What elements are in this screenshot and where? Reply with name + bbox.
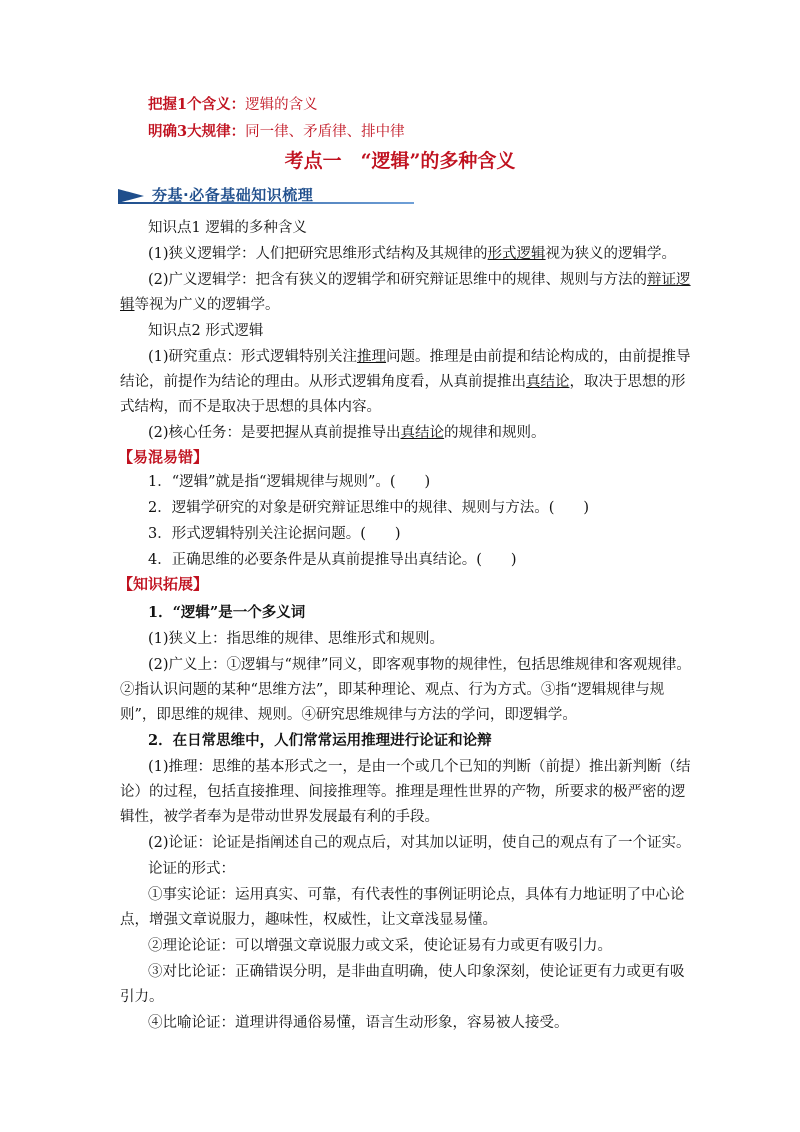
k1-p1-underline: 形式逻辑 — [487, 246, 546, 262]
intro-value-1: 逻辑的含义 — [245, 97, 318, 113]
ext-line-7: 辑性，被学者奉为是带动世界发展最有利的手段。 — [120, 809, 439, 825]
k1-p2-text-a: (2)广义逻辑学：把含有狭义的逻辑学和研究辩证思维中的规律、规则与方法的 — [148, 272, 648, 288]
intro-label-2: 明确3大规律： — [148, 123, 246, 140]
k1-p2-underline-2: 辑 — [120, 297, 135, 313]
banner-label: 夯基·必备基础知识梳理 — [152, 186, 314, 204]
ext-subheading-1: 1．“逻辑”是一个多义词 — [148, 604, 306, 621]
ext-line-14: 引力。 — [120, 989, 164, 1005]
k2-para-2 — [148, 423, 546, 443]
k1-heading: 知识点1 逻辑的多种含义 — [148, 220, 307, 236]
ext-line-5: (1)推理：思维的基本形式之一，是由一个或几个已知的判断（前提）推出新判断（结 — [148, 759, 691, 775]
k1-para-2-cont — [120, 295, 280, 315]
ext-line-2: (2)广义上：①逻辑与“规律”同义，即客观事物的规律性，包括思维规律和客观规律。 — [148, 657, 691, 673]
ext-line-11: 点，增强文章说服力，趣味性，权威性，让文章浅显易懂。 — [120, 912, 497, 928]
ext-line-13: ③对比论证：正确错误分明，是非曲直明确，使人印象深刻，使论证更有力或更有吸 — [148, 964, 685, 980]
easy-mistakes-heading: 【易混易错】 — [118, 448, 209, 466]
banner-arrow-icon — [118, 189, 144, 203]
page-title: 考点一 “逻辑”的多种含义 — [284, 150, 516, 172]
k1-para-2 — [148, 270, 691, 290]
ext-line-8: (2)论证：论证是指阐述自己的观点后，对其加以证明，使自己的观点有了一个证实。 — [148, 835, 691, 851]
k2-para-1-cont — [120, 372, 686, 392]
easy-item-3: 3．形式逻辑特别关注论据问题。( ) — [148, 526, 401, 542]
section-banner — [118, 184, 414, 206]
easy-item-2: 2．逻辑学研究的对象是研究辩证思维中的规律、规则与方法。( ) — [148, 500, 590, 516]
k2-p1-underline-2: 真结论 — [526, 374, 570, 390]
k2-p1-text-a: (1)研究重点：形式逻辑特别关注 — [148, 349, 358, 365]
ext-line-1: (1)狭义上：指思维的规律、思维形式和规则。 — [148, 631, 445, 647]
k2-p1-text-c: 结论，前提作为结论的理由。从形式逻辑角度看，从真前提推出 — [120, 374, 526, 390]
intro-value-2: 同一律、矛盾律、排中律 — [245, 124, 405, 140]
k2-heading: 知识点2 形式逻辑 — [148, 323, 264, 339]
ext-line-10: ①事实论证：运用真实、可靠，有代表性的事例证明论点，具体有力地证明了中心论 — [148, 887, 685, 903]
k2-p1-underline: 推理 — [357, 349, 387, 365]
intro-label-1: 把握1个含义： — [148, 96, 246, 113]
k1-p1-text-a: (1)狭义逻辑学：人们把研究思维形式结构及其规律的 — [148, 246, 488, 262]
ext-line-15: ④比喻论证：道理讲得通俗易懂，语言生动形象，容易被人接受。 — [148, 1015, 569, 1031]
ext-line-3: ②指认识问题的某种“思维方法”，即某种理论、观点、行为方式。③指“逻辑规律与规 — [120, 682, 665, 698]
k1-p2-text-b: 等视为广义的逻辑学。 — [134, 297, 280, 313]
ext-subheading-2: 2．在日常思维中，人们常常运用推理进行论证和论辩 — [148, 732, 492, 749]
k2-para-1-end: 式结构，而不是取决于思想的具体内容。 — [120, 399, 381, 415]
ext-line-12: ②理论论证：可以增强文章说服力或文采，使论证易有力或更有吸引力。 — [148, 938, 612, 954]
easy-item-1: 1．“逻辑”就是指“逻辑规律与规则”。( ) — [148, 474, 431, 490]
k2-p2-text-a: (2)核心任务：是要把握从真前提推导出 — [148, 425, 401, 441]
k2-p1-text-d: ，取决于思想的形 — [569, 374, 686, 390]
k2-p2-text-b: 的规律和规则。 — [444, 425, 546, 441]
k2-p1-text-b: 问题。推理是由前提和结论构成的，由前提推导 — [386, 349, 691, 365]
k2-para-1 — [148, 347, 691, 367]
ext-line-6: 论）的过程，包括直接推理、间接推理等。推理是理性世界的产物，所要求的极严密的逻 — [120, 784, 686, 800]
extension-heading: 【知识拓展】 — [118, 575, 209, 593]
ext-line-4: 则”，即思维的规律、规则。④研究思维规律与方法的学问，即逻辑学。 — [120, 707, 577, 723]
k1-p2-underline-1: 辩证逻 — [647, 272, 691, 288]
k2-p2-underline: 真结论 — [400, 425, 445, 441]
k1-p1-text-b: 视为狭义的逻辑学。 — [545, 246, 677, 262]
easy-item-4: 4．正确思维的必要条件是从真前提推导出真结论。( ) — [148, 552, 517, 568]
intro-line-2 — [148, 122, 405, 142]
intro-line-1 — [148, 95, 318, 115]
ext-line-9: 论证的形式： — [148, 861, 235, 877]
k1-para-1 — [148, 244, 676, 264]
